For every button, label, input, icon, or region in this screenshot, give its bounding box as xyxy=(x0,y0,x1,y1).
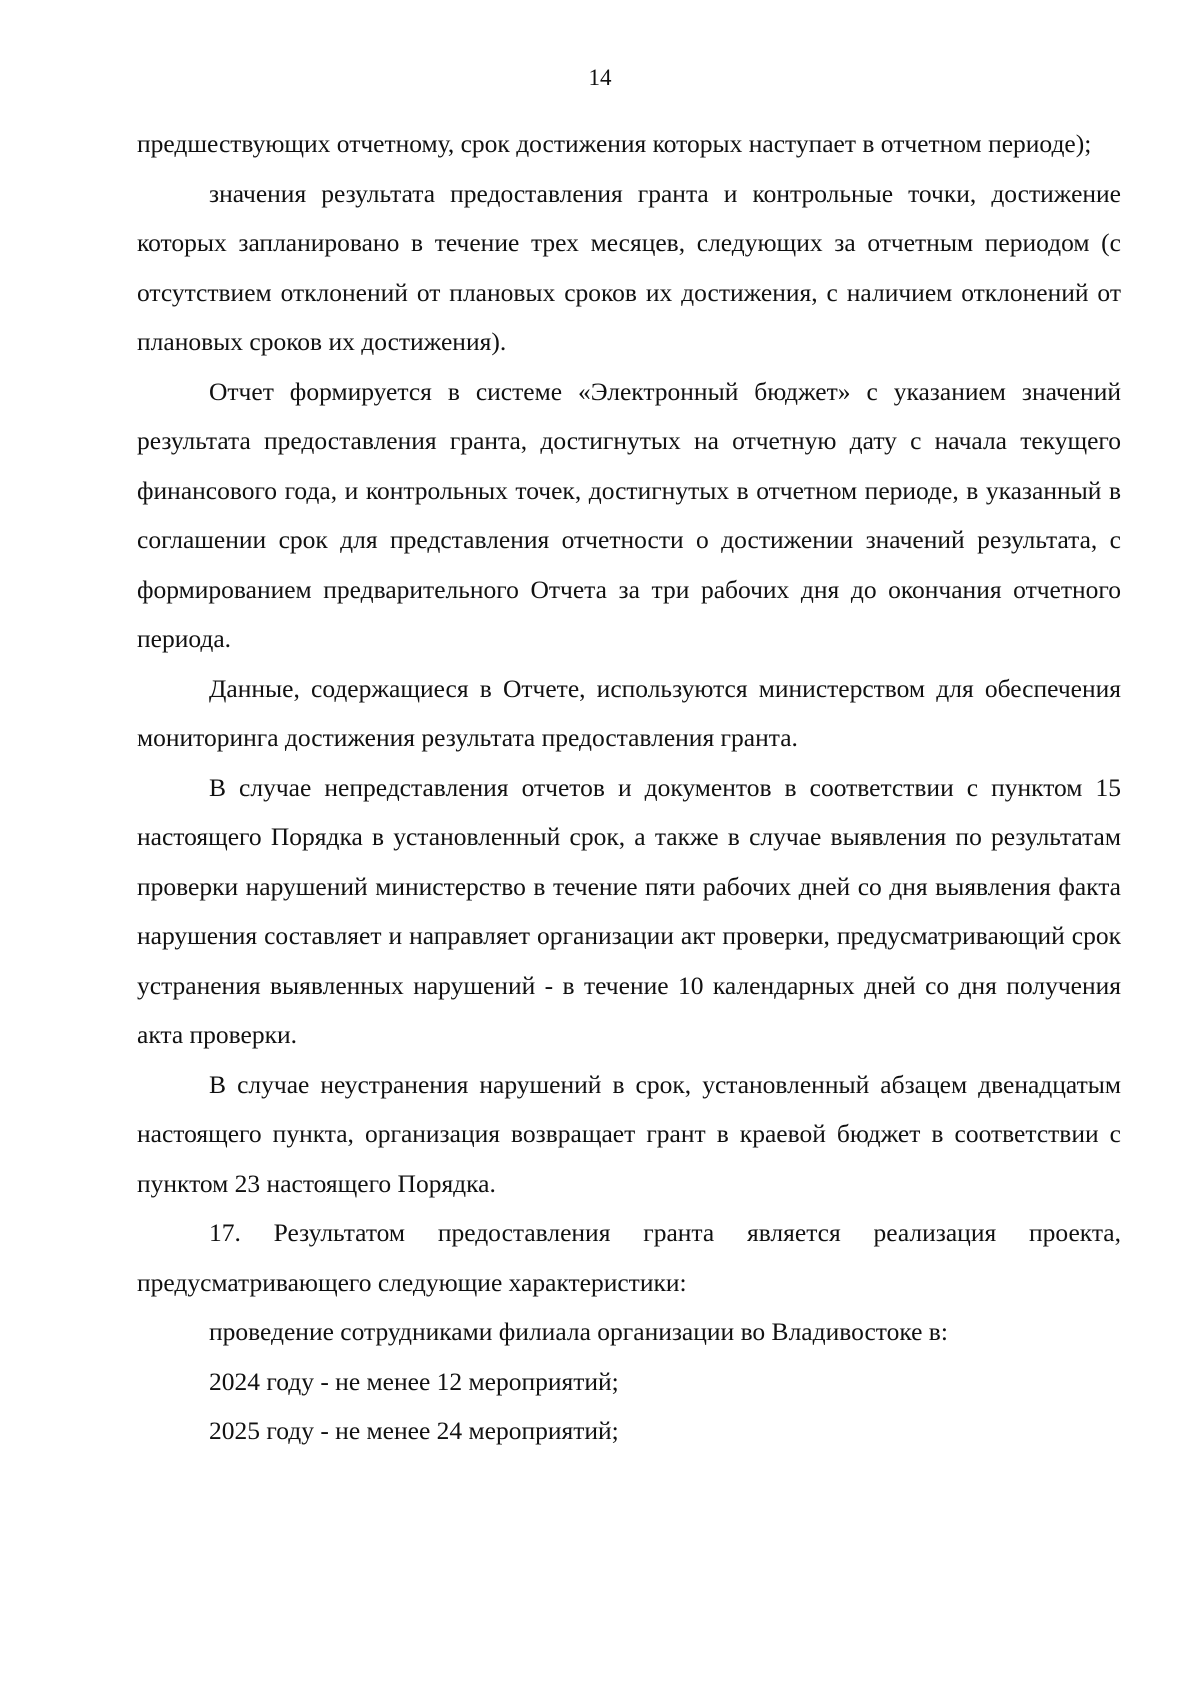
list-item: 2024 году - не менее 12 мероприятий; xyxy=(209,1366,619,1396)
paragraph: предшествующих отчетному, срок достижения которых наступает в отчетном периоде); xyxy=(137,129,1092,158)
document-body xyxy=(137,119,1121,1456)
page-number: 14 xyxy=(588,65,612,90)
paragraph: 17. Результатом предоставления гранта является реализация проекта, предусматривающего следующие характеристики: xyxy=(137,1218,1121,1297)
list-item: 2025 году - не менее 24 мероприятий; xyxy=(209,1416,619,1445)
paragraph: В случае неустранения нарушений в срок, установленный абзацем двенадцатым настоящего пункта, организация возвращает грант в краевой бюджет в соответствии с пунктом 23 настоящего Порядка. xyxy=(137,1069,1121,1198)
list-item: проведение сотрудниками филиала организации во Владивостоке в: xyxy=(209,1317,948,1346)
paragraph: Данные, содержащиеся в Отчете, используются министерством для обеспечения мониторинга достижения результата предоставления гранта. xyxy=(137,673,1121,752)
paragraph: значения результата предоставления гранта и контрольные точки, достижение которых запланировано в течение трех месяцев, следующих за отчетным периодом (с отсутствием отклонений от плановых сроков их достижения, с наличием отклонений от плановых сроков их достижения). xyxy=(137,178,1121,356)
paragraph: Отчет формируется в системе «Электронный бюджет» с указанием значений результата предоставления гранта, достигнутых на отчетную дату с начала текущего финансового года, и контрольных точек, достигнутых в отчетном периоде, в указанный в соглашении срок для представления отчетности о достижении значений результата, с формированием предварительного Отчета за три рабочих дня до окончания отчетного периода. xyxy=(137,376,1121,653)
paragraph: В случае непредставления отчетов и документов в соответствии с пунктом 15 настоящего Порядка в установленный срок, а также в случае выявления по результатам проверки нарушений министерство в течение пяти рабочих дней со дня выявления факта нарушения составляет и направляет организации акт проверки, предусматривающий срок устранения выявленных нарушений - в течение 10 календарных дней со дня получения акта проверки. xyxy=(137,772,1121,1049)
